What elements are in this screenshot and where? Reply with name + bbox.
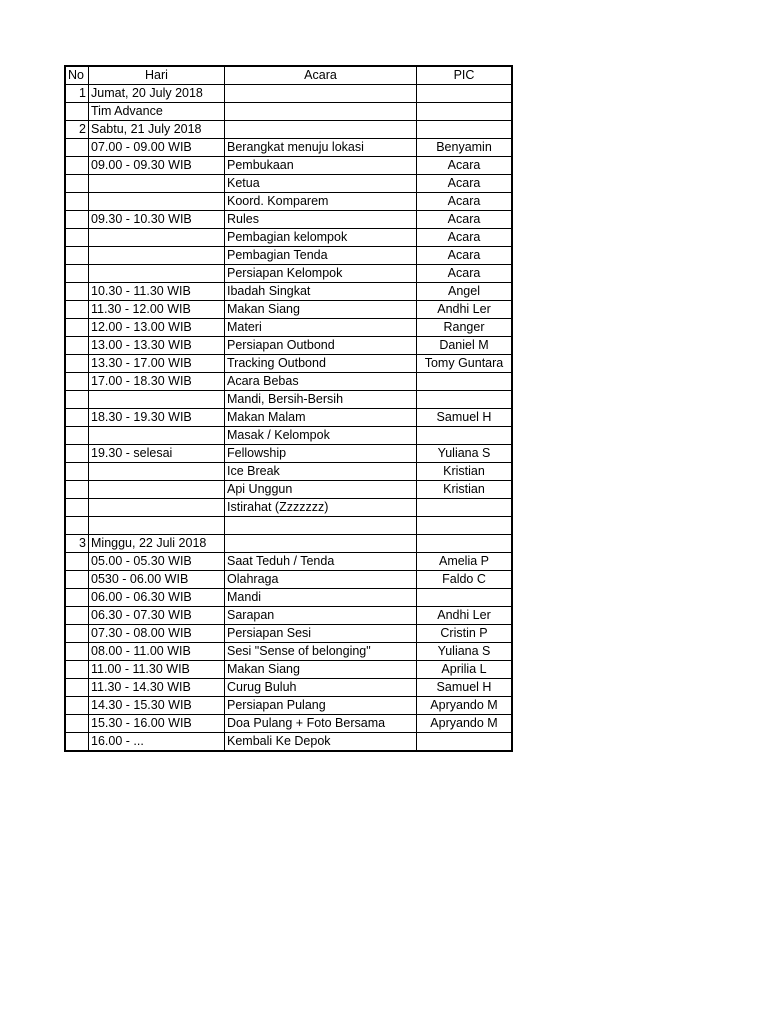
table-row xyxy=(65,571,512,589)
cell-pic xyxy=(417,121,513,139)
cell-pic: Acara xyxy=(417,157,513,175)
cell-no xyxy=(65,373,89,391)
cell-pic: Acara xyxy=(417,175,513,193)
cell-pic: Yuliana S xyxy=(417,445,513,463)
header-hari: Hari xyxy=(89,66,225,85)
cell-acara: Doa Pulang + Foto Bersama xyxy=(225,715,417,733)
cell-hari xyxy=(89,481,225,499)
cell-acara: Ketua xyxy=(225,175,417,193)
cell-pic: Aprilia L xyxy=(417,661,513,679)
cell-acara: Mandi xyxy=(225,589,417,607)
cell-pic: Cristin P xyxy=(417,625,513,643)
cell-hari: 09.00 - 09.30 WIB xyxy=(89,157,225,175)
table-row xyxy=(65,175,512,193)
cell-hari: 09.30 - 10.30 WIB xyxy=(89,211,225,229)
cell-hari: Sabtu, 21 July 2018 xyxy=(89,121,225,139)
cell-no xyxy=(65,175,89,193)
table-row xyxy=(65,247,512,265)
cell-acara: Kembali Ke Depok xyxy=(225,733,417,752)
cell-hari: 07.00 - 09.00 WIB xyxy=(89,139,225,157)
cell-pic: Andhi Ler xyxy=(417,301,513,319)
cell-no xyxy=(65,139,89,157)
cell-hari: 06.30 - 07.30 WIB xyxy=(89,607,225,625)
cell-no xyxy=(65,679,89,697)
cell-acara: Saat Teduh / Tenda xyxy=(225,553,417,571)
table-row xyxy=(65,607,512,625)
cell-pic xyxy=(417,535,513,553)
cell-pic: Samuel H xyxy=(417,409,513,427)
table-row xyxy=(65,499,512,517)
cell-acara: Persiapan Outbond xyxy=(225,337,417,355)
cell-acara xyxy=(225,121,417,139)
cell-acara: Pembagian Tenda xyxy=(225,247,417,265)
cell-no xyxy=(65,445,89,463)
cell-acara: Makan Malam xyxy=(225,409,417,427)
cell-hari xyxy=(89,463,225,481)
cell-pic xyxy=(417,373,513,391)
header-no: No xyxy=(65,66,89,85)
cell-acara: Api Unggun xyxy=(225,481,417,499)
cell-acara: Rules xyxy=(225,211,417,229)
table-row xyxy=(65,409,512,427)
cell-no xyxy=(65,733,89,752)
table-row xyxy=(65,643,512,661)
cell-hari: 14.30 - 15.30 WIB xyxy=(89,697,225,715)
header-pic: PIC xyxy=(417,66,513,85)
table-row xyxy=(65,121,512,139)
cell-pic: Ranger xyxy=(417,319,513,337)
cell-pic: Andhi Ler xyxy=(417,607,513,625)
cell-hari xyxy=(89,247,225,265)
cell-pic: Kristian xyxy=(417,481,513,499)
table-row xyxy=(65,157,512,175)
table-row xyxy=(65,211,512,229)
cell-acara: Mandi, Bersih-Bersih xyxy=(225,391,417,409)
cell-acara xyxy=(225,103,417,121)
table-row xyxy=(65,283,512,301)
cell-pic: Daniel M xyxy=(417,337,513,355)
table-row xyxy=(65,85,512,103)
cell-hari: 05.00 - 05.30 WIB xyxy=(89,553,225,571)
cell-acara xyxy=(225,535,417,553)
cell-pic: Apryando M xyxy=(417,697,513,715)
cell-no xyxy=(65,463,89,481)
table-row xyxy=(65,103,512,121)
cell-acara: Tracking Outbond xyxy=(225,355,417,373)
cell-acara: Curug Buluh xyxy=(225,679,417,697)
cell-hari: 17.00 - 18.30 WIB xyxy=(89,373,225,391)
cell-acara: Persiapan Kelompok xyxy=(225,265,417,283)
cell-acara: Fellowship xyxy=(225,445,417,463)
table-row xyxy=(65,193,512,211)
cell-hari xyxy=(89,517,225,535)
cell-pic: Angel xyxy=(417,283,513,301)
table-row xyxy=(65,481,512,499)
header-row xyxy=(65,66,512,85)
cell-acara: Persiapan Pulang xyxy=(225,697,417,715)
cell-pic: Acara xyxy=(417,193,513,211)
cell-hari xyxy=(89,265,225,283)
cell-acara: Ice Break xyxy=(225,463,417,481)
cell-hari: 10.30 - 11.30 WIB xyxy=(89,283,225,301)
cell-hari: 16.00 - ... xyxy=(89,733,225,752)
cell-acara: Olahraga xyxy=(225,571,417,589)
cell-hari: 18.30 - 19.30 WIB xyxy=(89,409,225,427)
table-row xyxy=(65,301,512,319)
cell-hari xyxy=(89,193,225,211)
cell-pic: Yuliana S xyxy=(417,643,513,661)
table-row xyxy=(65,697,512,715)
cell-no xyxy=(65,625,89,643)
cell-hari: Jumat, 20 July 2018 xyxy=(89,85,225,103)
cell-hari: 13.00 - 13.30 WIB xyxy=(89,337,225,355)
cell-hari xyxy=(89,499,225,517)
cell-acara: Materi xyxy=(225,319,417,337)
cell-hari xyxy=(89,175,225,193)
cell-no xyxy=(65,643,89,661)
cell-pic: Acara xyxy=(417,211,513,229)
cell-hari xyxy=(89,391,225,409)
cell-hari: 15.30 - 16.00 WIB xyxy=(89,715,225,733)
cell-hari: 07.30 - 08.00 WIB xyxy=(89,625,225,643)
cell-hari: Tim Advance xyxy=(89,103,225,121)
cell-hari: 11.30 - 12.00 WIB xyxy=(89,301,225,319)
table-row xyxy=(65,355,512,373)
table-row xyxy=(65,625,512,643)
table-row xyxy=(65,589,512,607)
table-row xyxy=(65,535,512,553)
cell-no xyxy=(65,481,89,499)
cell-acara: Sarapan xyxy=(225,607,417,625)
cell-pic xyxy=(417,733,513,752)
cell-acara: Istirahat (Zzzzzzz) xyxy=(225,499,417,517)
cell-no xyxy=(65,697,89,715)
cell-no xyxy=(65,607,89,625)
cell-pic: Acara xyxy=(417,265,513,283)
table-row xyxy=(65,139,512,157)
header-acara: Acara xyxy=(225,66,417,85)
table-row xyxy=(65,463,512,481)
cell-no xyxy=(65,337,89,355)
cell-acara: Berangkat menuju lokasi xyxy=(225,139,417,157)
cell-hari xyxy=(89,229,225,247)
cell-pic xyxy=(417,517,513,535)
cell-no xyxy=(65,319,89,337)
cell-hari: 0530 - 06.00 WIB xyxy=(89,571,225,589)
cell-acara: Pembagian kelompok xyxy=(225,229,417,247)
table-row xyxy=(65,265,512,283)
cell-hari: 19.30 - selesai xyxy=(89,445,225,463)
cell-no xyxy=(65,301,89,319)
cell-no xyxy=(65,391,89,409)
table-row xyxy=(65,427,512,445)
cell-no xyxy=(65,661,89,679)
cell-acara: Koord. Komparem xyxy=(225,193,417,211)
table-row xyxy=(65,553,512,571)
cell-acara: Makan Siang xyxy=(225,301,417,319)
cell-acara: Makan Siang xyxy=(225,661,417,679)
cell-no xyxy=(65,211,89,229)
cell-no xyxy=(65,247,89,265)
cell-pic xyxy=(417,103,513,121)
cell-no: 3 xyxy=(65,535,89,553)
table-row xyxy=(65,229,512,247)
cell-pic: Apryando M xyxy=(417,715,513,733)
cell-hari: 06.00 - 06.30 WIB xyxy=(89,589,225,607)
cell-acara: Pembukaan xyxy=(225,157,417,175)
table-row xyxy=(65,391,512,409)
table-row xyxy=(65,733,512,752)
cell-no xyxy=(65,157,89,175)
cell-pic: Kristian xyxy=(417,463,513,481)
cell-acara: Masak / Kelompok xyxy=(225,427,417,445)
table-row xyxy=(65,445,512,463)
cell-no: 2 xyxy=(65,121,89,139)
cell-pic: Benyamin xyxy=(417,139,513,157)
table-row xyxy=(65,715,512,733)
cell-hari: 13.30 - 17.00 WIB xyxy=(89,355,225,373)
cell-pic xyxy=(417,589,513,607)
cell-hari: 11.30 - 14.30 WIB xyxy=(89,679,225,697)
cell-acara: Sesi "Sense of belonging" xyxy=(225,643,417,661)
cell-no xyxy=(65,499,89,517)
cell-hari: 08.00 - 11.00 WIB xyxy=(89,643,225,661)
cell-acara xyxy=(225,517,417,535)
cell-no xyxy=(65,355,89,373)
cell-pic xyxy=(417,427,513,445)
cell-no xyxy=(65,265,89,283)
cell-hari: Minggu, 22 Juli 2018 xyxy=(89,535,225,553)
table-row xyxy=(65,661,512,679)
schedule-table xyxy=(64,65,513,752)
cell-hari: 11.00 - 11.30 WIB xyxy=(89,661,225,679)
cell-no: 1 xyxy=(65,85,89,103)
cell-pic: Tomy Guntara xyxy=(417,355,513,373)
table-row xyxy=(65,337,512,355)
cell-pic: Amelia P xyxy=(417,553,513,571)
cell-no xyxy=(65,409,89,427)
cell-hari: 12.00 - 13.00 WIB xyxy=(89,319,225,337)
cell-pic xyxy=(417,85,513,103)
cell-no xyxy=(65,589,89,607)
cell-no xyxy=(65,517,89,535)
cell-no xyxy=(65,229,89,247)
table-row xyxy=(65,679,512,697)
table-row xyxy=(65,373,512,391)
cell-no xyxy=(65,427,89,445)
cell-acara xyxy=(225,85,417,103)
cell-no xyxy=(65,553,89,571)
cell-no xyxy=(65,283,89,301)
cell-no xyxy=(65,571,89,589)
table-row xyxy=(65,517,512,535)
cell-acara: Acara Bebas xyxy=(225,373,417,391)
cell-pic: Acara xyxy=(417,229,513,247)
cell-pic: Samuel H xyxy=(417,679,513,697)
cell-hari xyxy=(89,427,225,445)
cell-acara: Persiapan Sesi xyxy=(225,625,417,643)
cell-no xyxy=(65,103,89,121)
cell-pic: Faldo C xyxy=(417,571,513,589)
cell-no xyxy=(65,193,89,211)
table-row xyxy=(65,319,512,337)
cell-pic xyxy=(417,499,513,517)
cell-no xyxy=(65,715,89,733)
cell-pic: Acara xyxy=(417,247,513,265)
cell-acara: Ibadah Singkat xyxy=(225,283,417,301)
cell-pic xyxy=(417,391,513,409)
